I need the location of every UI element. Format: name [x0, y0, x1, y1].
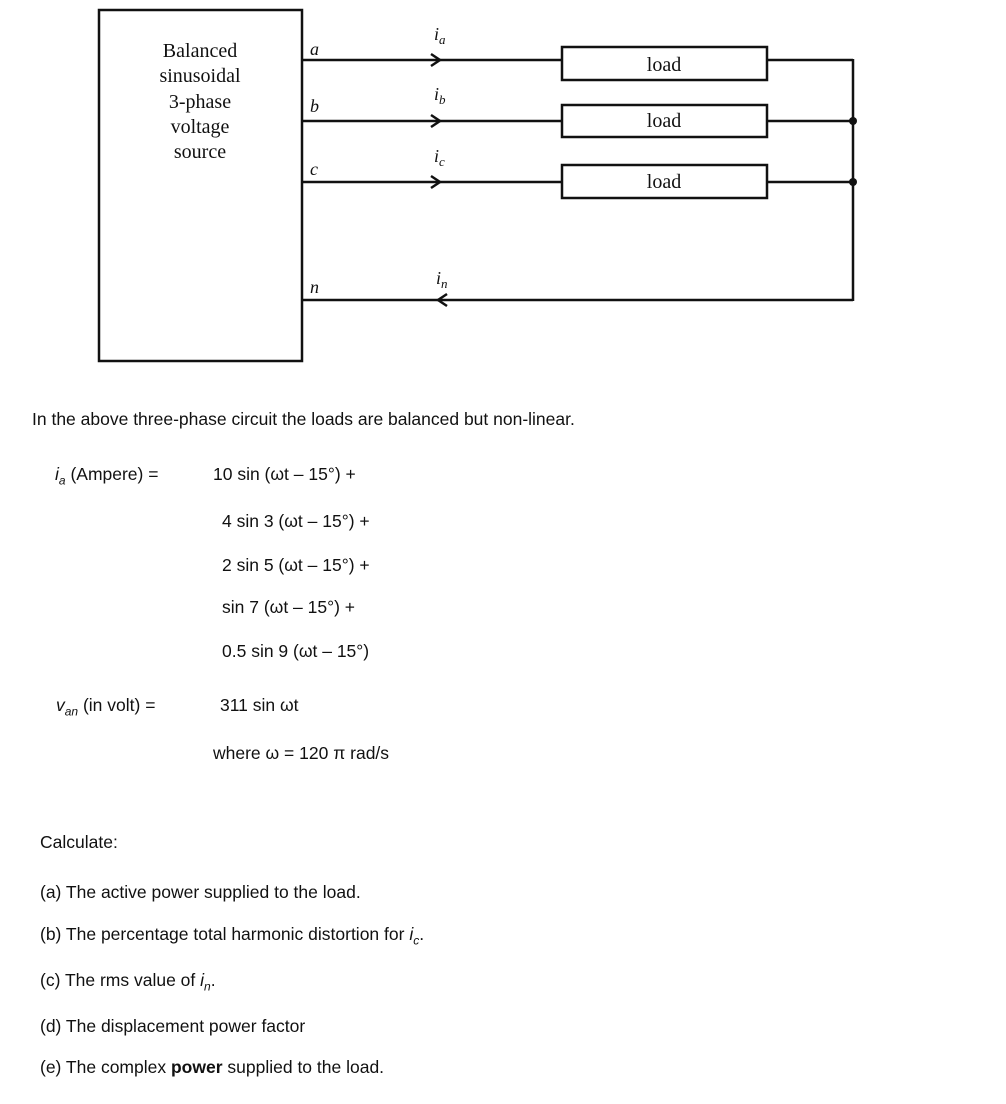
voltage-source-box — [99, 10, 302, 361]
source-label: source — [173, 141, 227, 163]
source-label: sinusoidal — [159, 65, 241, 87]
source-label: voltage — [170, 116, 230, 138]
ia-label: $i_a$ (Ampere) = — [55, 464, 159, 488]
current-label-ia: $i_a$ — [434, 24, 446, 47]
omega-definition: where ω = 120 π rad/s — [213, 743, 390, 763]
load-label: load — [646, 54, 682, 76]
intro-text: In the above three-phase circuit the loads are balanced but non-linear. — [32, 409, 575, 429]
ia-term: 2 sin 5 (ωt – 15°) + — [222, 555, 370, 575]
load-label: load — [646, 171, 682, 193]
van-value: 311 sin ωt — [220, 695, 299, 715]
van-label: $v_{an}$ (in volt) = — [56, 695, 156, 719]
current-label-in: $i_n$ — [436, 268, 448, 291]
source-label: Balanced — [162, 40, 238, 62]
source-label: 3-phase — [168, 91, 232, 113]
question-a: (a) The active power supplied to the load. — [40, 882, 361, 902]
junction-dot — [849, 117, 857, 125]
line-label-n: n — [310, 277, 319, 297]
line-label-c: c — [310, 159, 318, 179]
current-label-ic: $i_c$ — [434, 146, 445, 169]
ia-term: 10 sin (ωt – 15°) + — [213, 464, 356, 484]
circuit-diagram — [0, 0, 1006, 380]
line-label-a: a — [310, 39, 319, 59]
current-label-ib: $i_b$ — [434, 84, 446, 107]
question-b: (b) The percentage total harmonic distortion for $i_c$. — [40, 924, 425, 948]
ia-term: 4 sin 3 (ωt – 15°) + — [222, 511, 370, 531]
load-label: load — [646, 110, 682, 132]
question-c: (c) The rms value of $i_n$. — [40, 970, 216, 994]
ia-term: sin 7 (ωt – 15°) + — [222, 597, 356, 617]
calculate-heading: Calculate: — [40, 832, 118, 852]
line-label-b: b — [310, 96, 319, 116]
question-e: (e) The complex power supplied to the load. — [40, 1057, 385, 1077]
ia-term: 0.5 sin 9 (ωt – 15°) — [222, 641, 370, 661]
junction-dot — [849, 178, 857, 186]
question-d: (d) The displacement power factor — [40, 1016, 306, 1036]
